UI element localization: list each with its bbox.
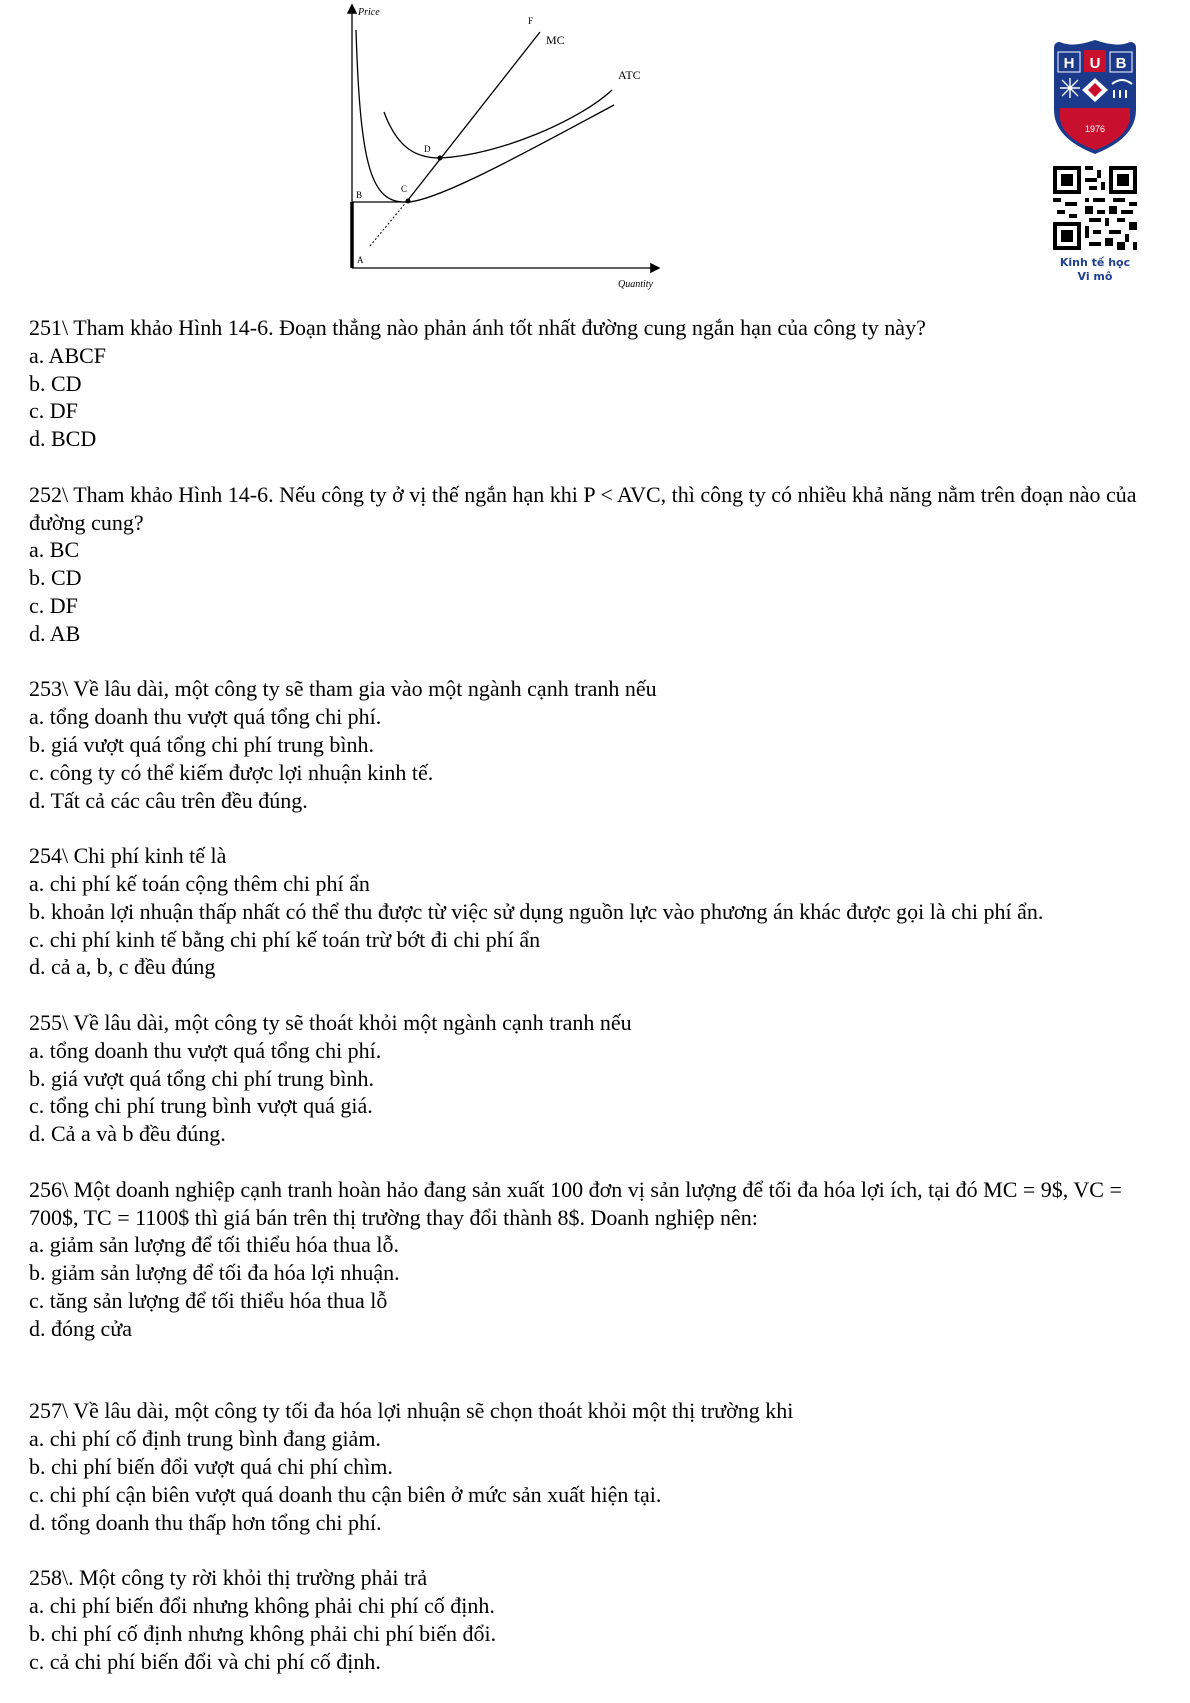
question-list <box>29 314 1169 1703</box>
svg-text:1976: 1976 <box>1084 124 1106 134</box>
option-b: b. khoản lợi nhuận thấp nhất có thể thu được từ việc sử dụng nguồn lực vào phương án khác được gọi là chi phí ẩn. <box>29 898 1044 924</box>
point-d-dot <box>438 156 443 161</box>
option-d: d. AB <box>29 620 81 646</box>
option-a: a. ABCF <box>29 342 107 368</box>
question-251 <box>29 314 1169 453</box>
option-a: a. chi phí kế toán cộng thêm chi phí ẩn <box>29 870 370 896</box>
label-mc: MC <box>546 33 565 47</box>
option-c: c. cả chi phí biến đổi và chi phí cố định. <box>29 1648 381 1674</box>
option-a: a. tổng doanh thu vượt quá tổng chi phí. <box>29 1037 382 1063</box>
option-c: c. DF <box>29 592 78 618</box>
mc-dotted-extension <box>370 200 408 246</box>
option-a: a. giảm sản lượng để tối thiểu hóa thua lỗ. <box>29 1232 399 1258</box>
option-b: b. chi phí biến đổi vượt quá chi phí chìm. <box>29 1454 393 1480</box>
option-a: a. tổng doanh thu vượt quá tổng chi phí. <box>29 704 382 730</box>
question-255 <box>29 1009 1169 1148</box>
x-axis-label: Quantity <box>618 279 653 290</box>
label-c: C <box>401 184 408 194</box>
question-stem: 255\ Về lâu dài, một công ty sẽ thoát khỏi một ngành cạnh tranh nếu <box>29 1009 632 1035</box>
question-stem: 256\ Một doanh nghiệp cạnh tranh hoàn hảo đang sản xuất 100 đơn vị sản lượng để tối đa hóa lợi ích, tại đó MC = 9$, VC = 700$, TC = 1100$ thì giá bán trên thị trường thay đổi thành 8$. Doanh nghiệp nên: <box>29 1176 1128 1230</box>
svg-text:B: B <box>1115 55 1127 72</box>
question-stem: 252\ Tham khảo Hình 14-6. Nếu công ty ở vị thế ngắn hạn khi P < AVC, thì công ty có nhiều khả năng nằm trên đoạn nào của đường cung? <box>29 481 1143 535</box>
option-d: d. Cả a và b đều đúng. <box>29 1121 226 1147</box>
option-c: c. công ty có thể kiếm được lợi nhuận kinh tế. <box>29 759 434 785</box>
caption-line-2: Vi mô <box>1077 270 1113 283</box>
option-b: b. giá vượt quá tổng chi phí trung bình. <box>29 731 374 757</box>
logo-block <box>1048 38 1142 284</box>
label-d: D <box>424 144 431 154</box>
option-a: a. BC <box>29 537 80 563</box>
option-b: b. CD <box>29 565 82 591</box>
question-256 <box>29 1176 1169 1343</box>
label-f: F <box>528 16 534 26</box>
mc-curve <box>408 32 540 200</box>
option-d: d. tổng doanh thu thấp hơn tổng chi phí. <box>29 1509 382 1535</box>
option-d: d. Tất cả các câu trên đều đúng. <box>29 787 308 813</box>
point-c-dot <box>406 199 411 204</box>
option-c: c. chi phí kinh tế bằng chi phí kế toán trừ bớt đi chi phí ẩn <box>29 926 541 952</box>
option-c: c. DF <box>29 398 78 424</box>
option-b: b. giá vượt quá tổng chi phí trung bình. <box>29 1065 374 1091</box>
option-a: a. chi phí cố định trung bình đang giảm. <box>29 1426 381 1452</box>
question-254 <box>29 842 1169 981</box>
y-axis-label: Price <box>358 7 380 18</box>
question-stem: 254\ Chi phí kinh tế là <box>29 843 227 869</box>
svg-text:H: H <box>1063 55 1075 72</box>
label-b: B <box>356 190 363 200</box>
label-atc: ATC <box>618 68 641 82</box>
question-257 <box>29 1397 1169 1536</box>
qr-code <box>1053 166 1137 250</box>
question-258 <box>29 1564 1169 1675</box>
question-stem: 257\ Về lâu dài, một công ty tối đa hóa lợi nhuận sẽ chọn thoát khỏi một thị trường khi <box>29 1398 794 1424</box>
option-a: a. chi phí biến đổi nhưng không phải chi phí cố định. <box>29 1593 495 1619</box>
option-d: d. cả a, b, c đều đúng <box>29 954 216 980</box>
caption-line-1: Kinh tế học <box>1059 256 1131 269</box>
question-stem: 253\ Về lâu dài, một công ty sẽ tham gia vào một ngành cạnh tranh nếu <box>29 676 657 702</box>
option-d: d. đóng cửa <box>29 1315 132 1341</box>
label-a: A <box>357 255 364 265</box>
cost-curves-figure <box>340 0 720 290</box>
option-c: c. chi phí cận biên vượt quá doanh thu cận biên ở mức sản xuất hiện tại. <box>29 1481 662 1507</box>
question-stem: 258\. Một công ty rời khỏi thị trường phải trả <box>29 1565 428 1591</box>
svg-text:U: U <box>1089 55 1101 72</box>
question-stem: 251\ Tham khảo Hình 14-6. Đoạn thẳng nào phản ánh tốt nhất đường cung ngắn hạn của công ty này? <box>29 315 926 340</box>
option-b: b. chi phí cố định nhưng không phải chi phí biến đổi. <box>29 1620 497 1646</box>
hub-logo <box>1050 38 1140 156</box>
question-252 <box>29 481 1169 648</box>
option-c: c. tăng sản lượng để tối thiểu hóa thua lỗ <box>29 1287 388 1313</box>
option-b: b. CD <box>29 370 82 396</box>
option-c: c. tổng chi phí trung bình vượt quá giá. <box>29 1093 373 1119</box>
question-253 <box>29 675 1169 814</box>
option-b: b. giảm sản lượng để tối đa hóa lợi nhuận. <box>29 1260 400 1286</box>
option-d: d. BCD <box>29 426 97 452</box>
